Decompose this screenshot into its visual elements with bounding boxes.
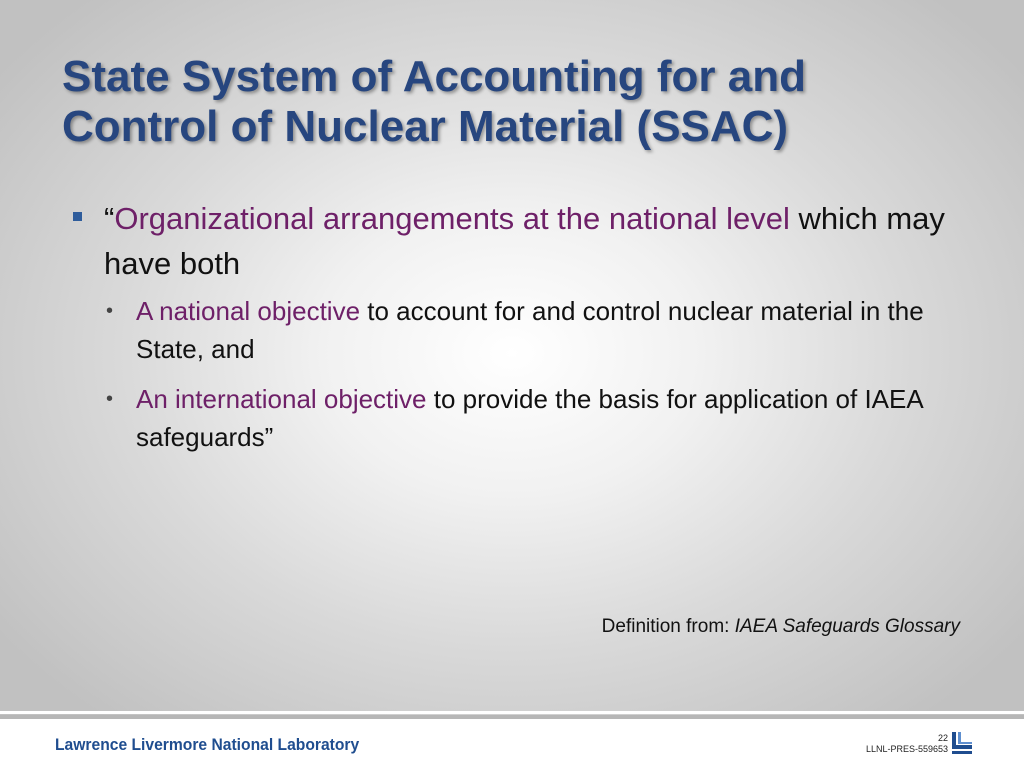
- open-quote: “: [104, 201, 115, 236]
- main-bullet-highlight: Organizational arrangements at the national level: [114, 201, 790, 236]
- sub-bullet-text: to provide the basis for application of IAEA safeguards”: [136, 384, 923, 452]
- sub-bullet-highlight: An international objective: [136, 384, 427, 414]
- sub-bullet-text: to account for and control nuclear material in the State, and: [136, 296, 924, 364]
- main-bullet-text: which may have both: [104, 201, 945, 281]
- presentation-id: LLNL-PRES-559653: [865, 744, 948, 754]
- dot-bullet-icon: •: [106, 388, 114, 410]
- source-reference: IAEA Safeguards Glossary: [734, 616, 960, 637]
- slide-title: State System of Accounting for and Control of Nuclear Material (SSAC): [62, 52, 807, 151]
- source-citation: [602, 614, 960, 640]
- source-prefix: Definition from:: [601, 616, 735, 637]
- square-bullet-icon: [73, 212, 82, 221]
- sub-bullet-list: [72, 292, 952, 456]
- footer-divider-highlight: [0, 711, 1024, 714]
- sub-bullet-national: [104, 292, 952, 368]
- sub-bullet-highlight: A national objective: [136, 296, 361, 326]
- slide-content: [72, 196, 952, 468]
- footer: [0, 719, 1024, 768]
- llnl-logo-icon: [950, 731, 974, 755]
- dot-bullet-icon: •: [106, 300, 114, 322]
- lab-name: Lawrence Livermore National Laboratory: [55, 735, 360, 754]
- main-bullet: [72, 196, 952, 286]
- page-number: 22: [937, 733, 948, 743]
- sub-bullet-international: [104, 380, 952, 456]
